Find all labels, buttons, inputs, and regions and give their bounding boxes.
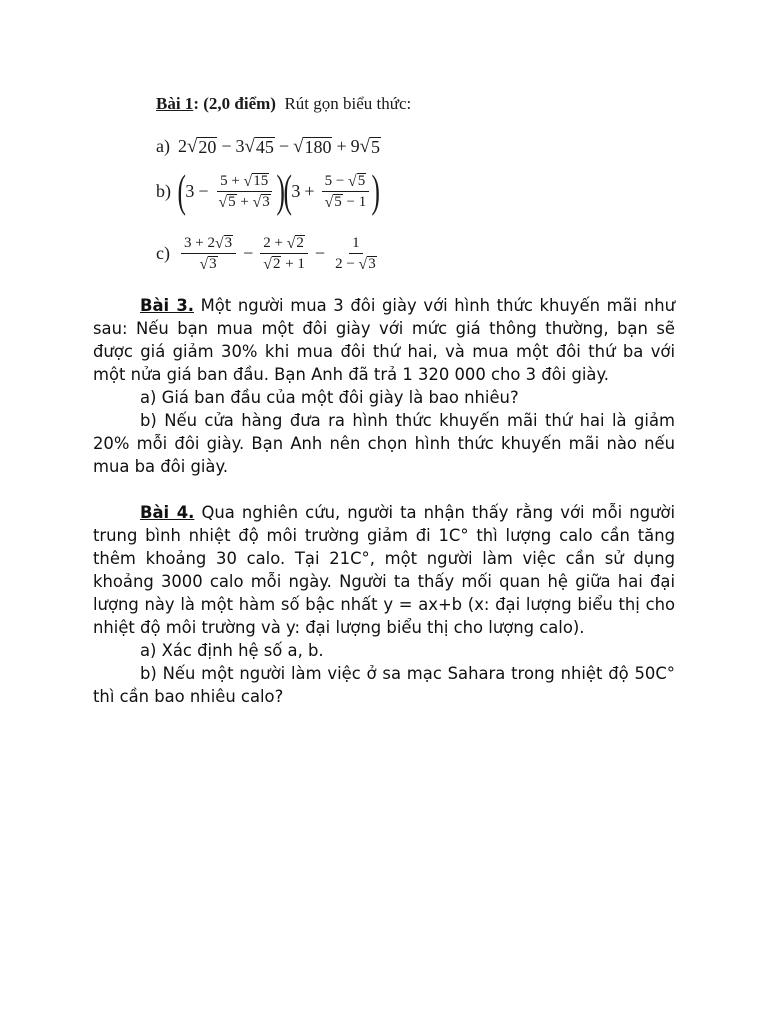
bai1-instruction: Rút gọn biểu thức: [284, 94, 412, 113]
bai1-label-a: a) [156, 136, 170, 156]
bai4-question-a: a) Xác định hệ số a, b. [140, 641, 324, 660]
bai3-question-b: b) Nếu cửa hàng đưa ra hình thức khuyến mãi thứ hai là giảm 20% mỗi đôi giày. Bạn Anh nên chọn hình thức khuyến mãi nào nếu mua ba đôi giày. [93, 411, 675, 476]
bai3-text: Một người mua 3 đôi giày với hình thức khuyến mãi như sau: Nếu bạn mua một đôi giày với mức giá thông thường, bạn sẽ được giá giảm 30% khi mua đôi thứ hai, và mua một đôi thứ ba với một nửa giá ban đầu. Bạn Anh đã trả 1 320 000 cho 3 đôi giày. [93, 296, 675, 384]
bai4-text: Qua nghiên cứu, người ta nhận thấy rằng với mỗi người trung bình nhiệt độ môi trường giảm đi 1C° thì lượng calo cần tăng thêm khoảng 30 calo. Tại 21C°, một người làm việc cần sử dụng khoảng 3000 calo mỗi ngày. Người ta thấy mối quan hệ giữa hai đại lượng này là một hàm số bậc nhất y = ax+b (x: đại lượng biểu thị cho nhiệt độ môi trường và y: đại lượng biểu thị cho lượng calo). [93, 503, 676, 637]
bai3-section [93, 294, 675, 478]
bai1-label-b: b) [156, 180, 171, 201]
bai4-section [93, 501, 675, 708]
bai1-number: Bài 1 [156, 94, 194, 113]
bai3-question-a: a) Giá ban đầu của một đôi giày là bao nhiêu? [140, 388, 519, 407]
bai1-expression-a: a) 2 √ 20 − 3 √ 45 − √ 180 + 9 √ 5 [156, 135, 380, 157]
bai1-label-c: c) [156, 243, 170, 263]
bai1-points: (2,0 điểm) [203, 94, 276, 113]
bai4-question-b: b) Nếu một người làm việc ở sa mạc Sahara trong nhiệt độ 50C° thì cần bao nhiêu calo? [93, 664, 675, 706]
bai1-expression-b: b) ( 3 − 5 + √ 15 √ 5 + √ 3 ) ( 3 + 5 − √ 5 √ 5 − 1 ) [156, 165, 381, 216]
bai4-paragraph [93, 501, 675, 639]
bai1-expression-c: c) 3 + 2 √ 3 √ 3 − 2 + √ 2 √ 2 + 1 − 1 2 − √ 3 [156, 235, 376, 273]
bai1-section [156, 94, 616, 273]
bai3-paragraph [93, 294, 675, 386]
bai1-heading: Bài 1: (2,0 điểm) Rút gọn biểu thức: [156, 94, 412, 113]
bai4-heading: Bài 4. [140, 503, 195, 522]
bai3-heading: Bài 3. [140, 296, 194, 315]
